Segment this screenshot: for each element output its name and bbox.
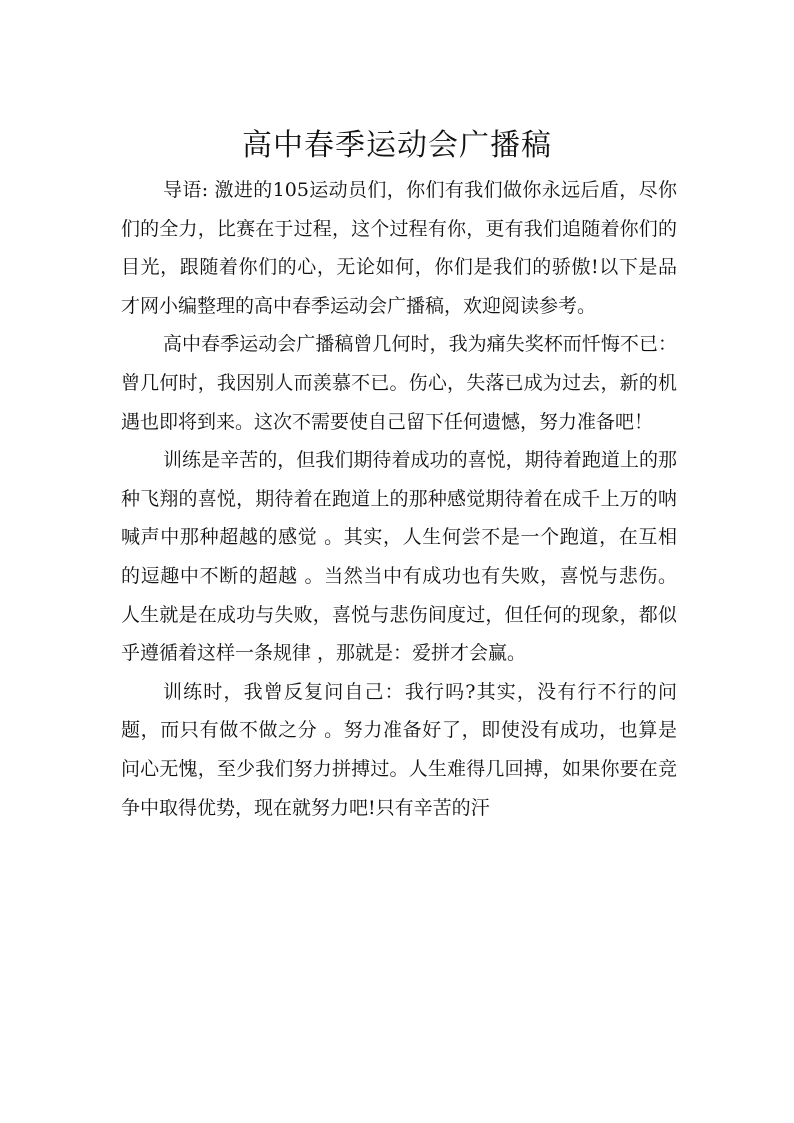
paragraph-3: 训练时，我曾反复问自己：我行吗?其实，没有行不行的问题，而只有做不做之分 。努力准备好了，即使没有成功，也算是问心无愧，至少我们努力拼搏过。人生难得几回搏，如果你要在竞争中取得优势，现在就努力吧!只有辛苦的汗 [121, 680, 677, 819]
document-title: 高中春季运动会广播稿 [242, 128, 552, 164]
paragraph-1: 高中春季运动会广播稿曾几何时，我为痛失奖杯而忏悔不已：曾几何时，我因别人而羡慕不已。伤心，失落已成为过去，新的机遇也即将到来。这次不需要使自己留下任何遗憾，努力准备吧！ [121, 333, 677, 433]
document-body [121, 171, 677, 827]
paragraph-intro: 导语: 激进的105运动员们，你们有我们做你永远后盾，尽你们的全力，比赛在于过程，这个过程有你，更有我们追随着你们的目光，跟随着你们的心，无论如何，你们是我们的骄傲!以下是品才网小编整理的高中春季运动会广播稿，欢迎阅读参考。 [121, 179, 677, 317]
paragraph-2: 训练是辛苦的，但我们期待着成功的喜悦，期待着跑道上的那种飞翔的喜悦，期待着在跑道上的那种感觉期待着在成千上万的呐喊声中那种超越的感觉 。其实，人生何尝不是一个跑道，在互相的逗趣中不断的超越 。当然当中有成功也有失败，喜悦与悲伤。人生就是在成功与失败，喜悦与悲伤间度过，但任何的现象，都似乎遵循着这样一条规律 ，那就是：爱拼才会赢。 [121, 449, 677, 665]
